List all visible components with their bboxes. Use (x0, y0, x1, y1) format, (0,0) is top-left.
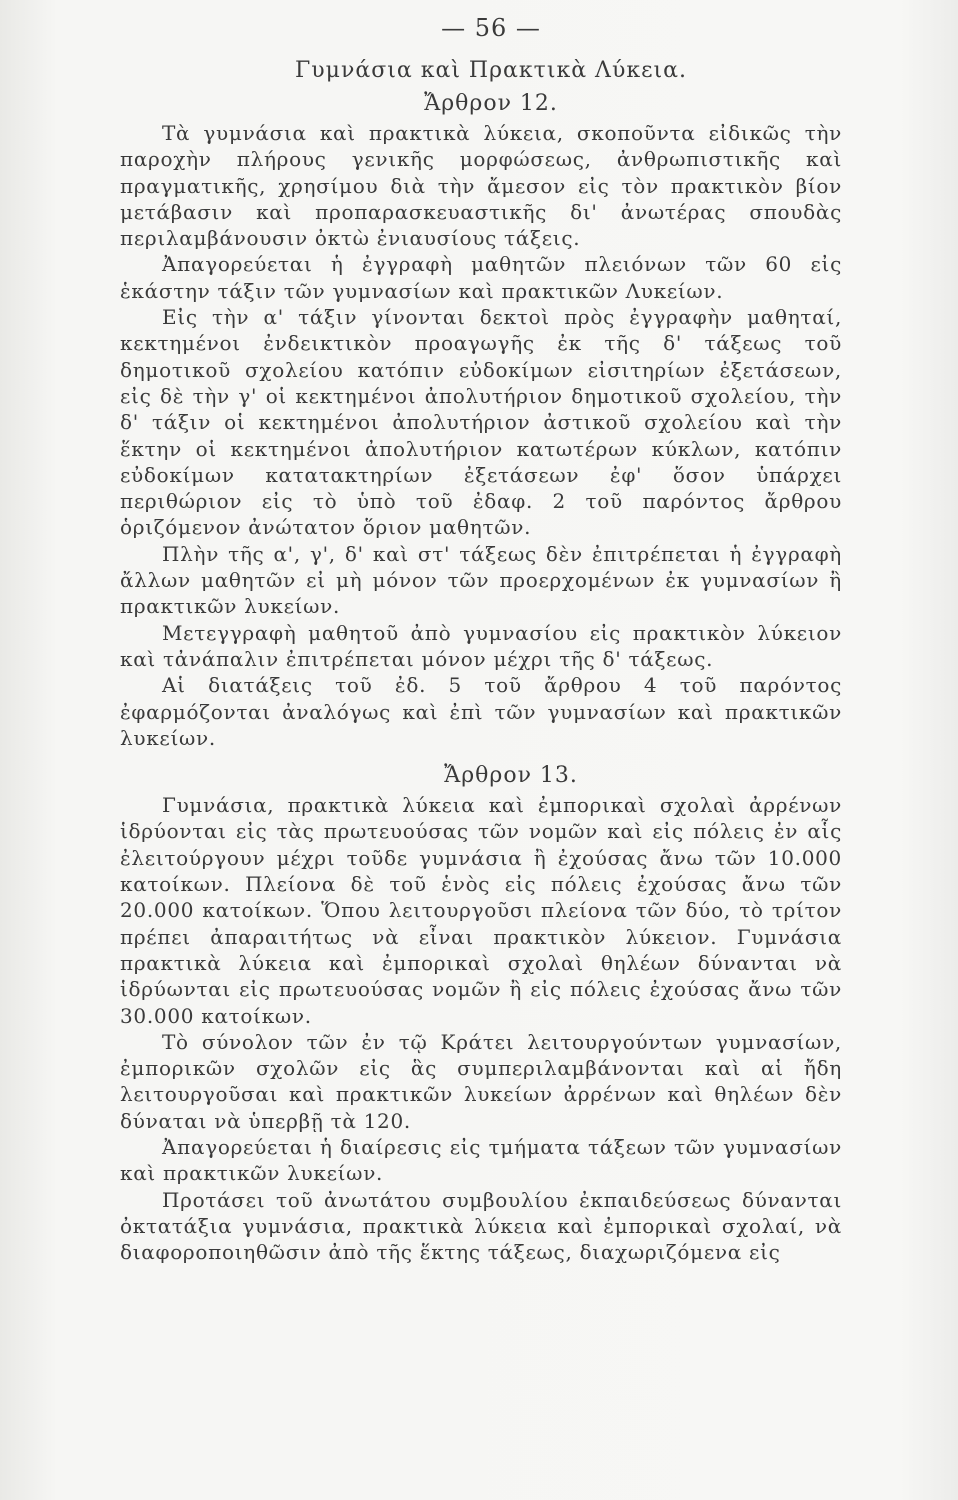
paragraph: Ἀπαγορεύεται ἡ ἐγγραφὴ μαθητῶν πλειόνων τῶν 60 εἰς ἑκάστην τάξιν τῶν γυμνασίων καὶ πρακτικῶν Λυκείων. (120, 252, 842, 303)
paragraph: Εἰς τὴν α' τάξιν γίνονται δεκτοὶ πρὸς ἐγγραφὴν μαθηταί, κεκτημένοι ἐνδεικτικὸν προαγωγῆς ἐκ τῆς δ' τάξεως τοῦ δημοτικοῦ σχολείου κατόπιν εὐδοκίμων εἰσιτηρίων ἐξετάσεων, εἰς δὲ τὴν γ' οἱ κεκτημένοι ἀπολυτήριον δημοτικοῦ σχολείου, τὴν δ' τάξιν οἱ κεκτημένοι ἀπολυτήριον ἀστικοῦ σχολείου καὶ τὴν ἕκτην οἱ κεκτημένοι ἀπολυτήριον κατωτέρων κύκλων, κατόπιν εὐδοκίμων κατατακτηρίων ἐξετάσεων ἐφ' ὅσον ὑπάρχει περιθώριον εἰς τὸ ὑπὸ τοῦ ἐδαφ. 2 τοῦ παρόντος ἄρθρου ὁριζόμενον ἀνώτατον ὅριον μαθητῶν. (120, 305, 842, 540)
article-13 (120, 763, 842, 1265)
page-number: — 56 — (441, 14, 541, 42)
article-title: Ἄρθρον 13. (444, 763, 578, 789)
paragraph: Τὰ γυμνάσια καὶ πρακτικὰ λύκεια, σκοποῦντα εἰδικῶς τὴν παροχὴν πλήρους γενικῆς μορφώσεως, ἀνθρωπιστικῆς καὶ πραγματικῆς, χρησίμου διὰ τὴν ἄμεσον εἰς τὸν πρακτικὸν βίον μετάβασιν καὶ προπαρασκευαστικῆς δι' ἀνωτέρας σπουδὰς περιλαμβάνουσιν ὀκτὼ ἐνιαυσίους τάξεις. (120, 121, 842, 251)
paragraph: Ἀπαγορεύεται ἡ διαίρεσις εἰς τμήματα τάξεων τῶν γυμνασίων καὶ πρακτικῶν λυκείων. (120, 1134, 842, 1186)
article-title: Ἄρθρον 12. (424, 91, 558, 116)
paragraph: Αἱ διατάξεις τοῦ ἐδ. 5 τοῦ ἄρθρου 4 τοῦ παρόντος ἐφαρμόζονται ἀναλόγως καὶ ἐπὶ τῶν γυμνασίων καὶ πρακτικῶν λυκείων. (120, 673, 842, 750)
section-title: Γυμνάσια καὶ Πρακτικὰ Λύκεια. (295, 58, 687, 83)
paragraph: Προτάσει τοῦ ἀνωτάτου συμβουλίου ἐκπαιδεύσεως δύνανται ὀκτατάξια γυμνάσια, πρακτικὰ λύκεια καὶ ἐμπορικαὶ σχολαί, νὰ διαφοροποιηθῶσιν ἀπὸ τῆς ἕκτης τάξεως, διαχωριζόμενα εἰς (120, 1187, 842, 1265)
paragraph: Μετεγγραφὴ μαθητοῦ ἀπὸ γυμνασίου εἰς πρακτικὸν λύκειον καὶ τἀνάπαλιν ἐπιτρέπεται μόνον μέχρι τῆς δ' τάξεως. (120, 620, 842, 671)
paragraph: Τὸ σύνολον τῶν ἐν τῷ Κράτει λειτουργούντων γυμνασίων, ἐμπορικῶν σχολῶν εἰς ἃς συμπεριλαμβάνονται καὶ αἱ ἤδη λειτουργοῦσαι καὶ πρακτικῶν λυκείων ἀρρένων καὶ θηλέων δὲν δύναται νὰ ὑπερβῇ τὰ 120. (120, 1029, 842, 1133)
page-content (120, 14, 842, 1265)
paragraph: Πλὴν τῆς α', γ', δ' καὶ στ' τάξεως δὲν ἐπιτρέπεται ἡ ἐγγραφὴ ἄλλων μαθητῶν εἰ μὴ μόνον τῶν προερχομένων ἐκ γυμνασίων ἢ πρακτικῶν λυκείων. (120, 541, 842, 619)
paragraph: Γυμνάσια, πρακτικὰ λύκεια καὶ ἐμπορικαὶ σχολαὶ ἀρρένων ἱδρύονται εἰς τὰς πρωτευούσας τῶν νομῶν καὶ εἰς πόλεις ἐν αἷς ἐλειτούργουν μέχρι τοῦδε γυμνάσια ἢ ἐχούσας ἄνω τῶν 10.000 κατοίκων. Πλείονα δὲ τοῦ ἑνὸς εἰς πόλεις ἐχούσας ἄνω τῶν 20.000 κατοίκων. Ὅπου λειτουργοῦσι πλείονα τῶν δύο, τὸ τρίτον πρέπει ἀπαραιτήτως νὰ εἶναι πρακτικὸν λύκειον. Γυμνάσια πρακτικὰ λύκεια καὶ ἐμπορικαὶ σχολαὶ θηλέων δύνανται νὰ ἱδρύωνται εἰς πρωτευούσας νομῶν ἢ εἰς πόλεις ἐχούσας ἄνω τῶν 30.000 κατοίκων. (120, 793, 842, 1028)
article-12 (120, 91, 842, 751)
